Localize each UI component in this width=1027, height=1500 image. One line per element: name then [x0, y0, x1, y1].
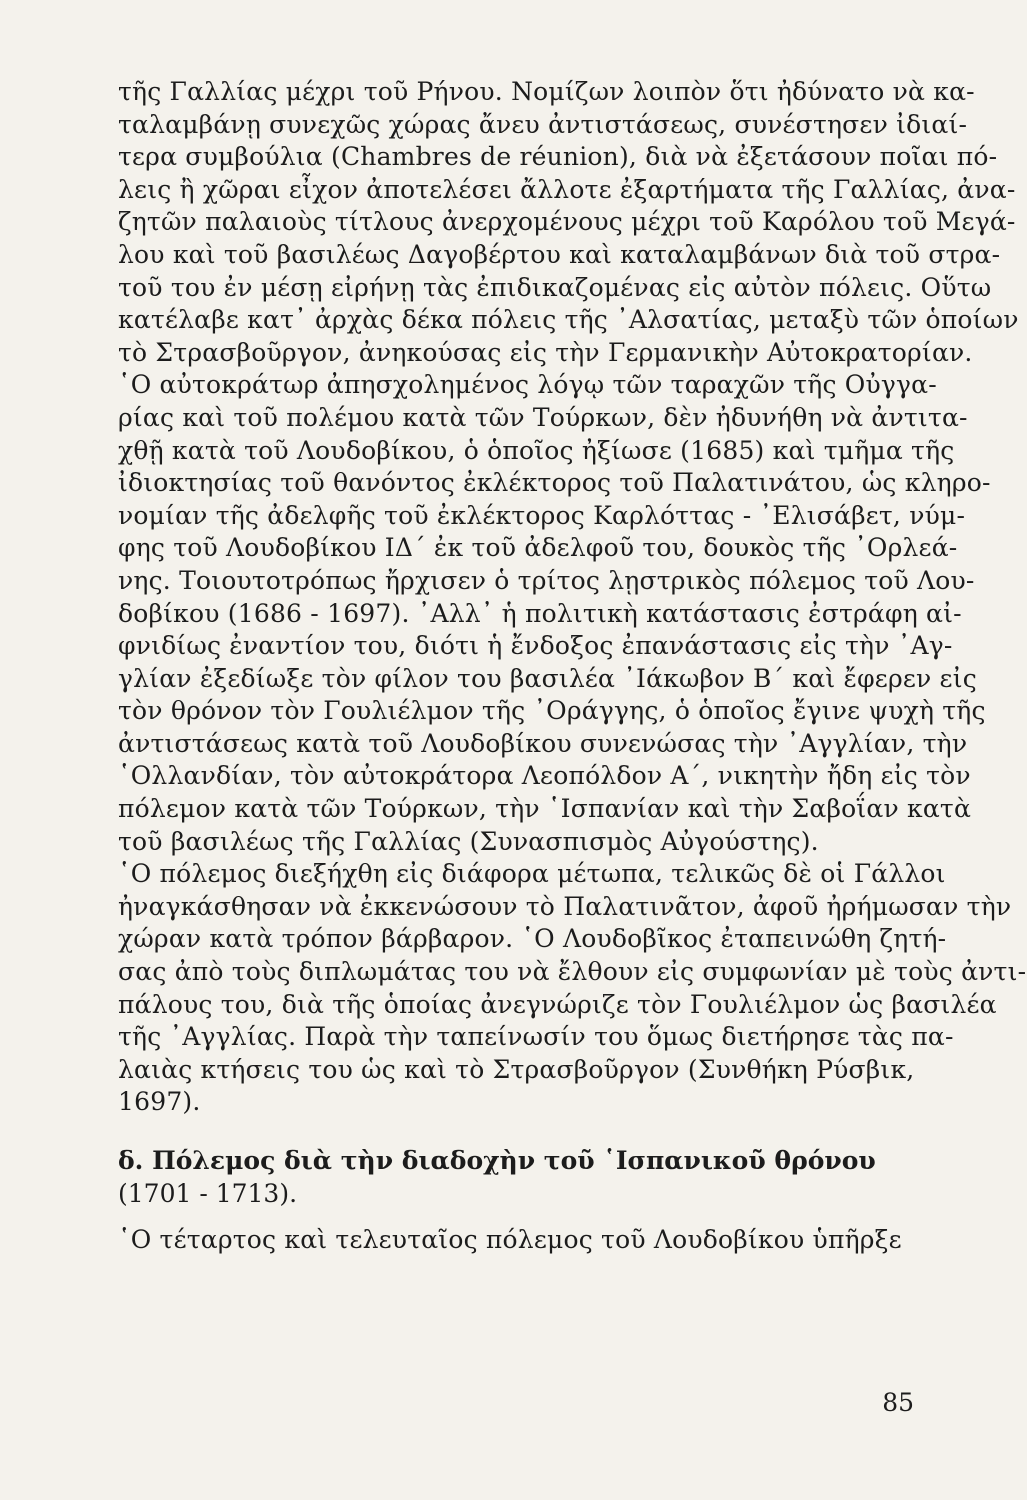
text-line: ῾Ολλανδίαν, τὸν αὐτοκράτορα Λεοπόλδον Α΄, νικητὴν ἤδη εἰς τὸν: [118, 761, 971, 791]
text-line: ἠναγκάσθησαν νὰ ἐκκενώσουν τὸ Παλατινᾶτον, ἀφοῦ ἠρήμωσαν τὴν: [118, 891, 1012, 921]
text-line: 1697).: [118, 1087, 201, 1117]
text-line: ῾Ο αὐτοκράτωρ ἀπησχολημένος λόγῳ τῶν ταραχῶν τῆς Οὐγγα-: [118, 370, 937, 400]
section-years: (1701 - 1713).: [118, 1178, 298, 1208]
text-line: λου καὶ τοῦ βασιλέως Δαγοβέρτου καὶ καταλαμβάνων διὰ τοῦ στρα-: [118, 239, 1001, 269]
text-line: σας ἀπὸ τοὺς διπλωμάτας του νὰ ἔλθουν εἰς συμφωνίαν μὲ τοὺς ἀντι-: [118, 957, 1027, 987]
paragraph-1: [118, 76, 1019, 369]
text-line: δοβίκου (1686 - 1697). ᾽Αλλ᾽ ἡ πολιτικὴ κατάστασις ἐστράφη αἰ-: [118, 598, 962, 628]
page-number: 85: [882, 1388, 914, 1417]
text-line: πάλους του, διὰ τῆς ὁποίας ἀνεγνώριζε τὸν Γουλιέλμον ὡς βασιλέα: [118, 989, 997, 1019]
text-line: γλίαν ἐξεδίωξε τὸν φίλον του βασιλέα ᾽Ιάκωβον Β΄ καὶ ἔφερεν εἰς: [118, 663, 977, 693]
text-line: τὸ Στρασβοῦργον, ἀνηκούσας εἰς τὴν Γερμανικὴν Αὐτοκρατορίαν.: [118, 337, 973, 367]
text-line: λαιὰς κτήσεις του ὡς καὶ τὸ Στρασβοῦργον (Συνθήκη Ρύσβικ,: [118, 1054, 915, 1084]
text-line: νης. Τοιουτοτρόπως ἤρχισεν ὁ τρίτος λῃστρικὸς πόλεμος τοῦ Λου-: [118, 565, 975, 595]
section-heading: δ. Πόλεμος διὰ τὴν διαδοχὴν τοῦ ῾Ισπανικοῦ θρόνου: [118, 1146, 876, 1175]
text-line: κατέλαβε κατ᾽ ἀρχὰς δέκα πόλεις τῆς ᾽Αλσατίας, μεταξὺ τῶν ὁποίων: [118, 305, 1019, 335]
text-line: χώραν κατὰ τρόπον βάρβαρον. ῾Ο Λουδοβῖκος ἐταπεινώθη ζητή-: [118, 924, 947, 954]
text-line: ῾Ο πόλεμος διεξήχθη εἰς διάφορα μέτωπα, τελικῶς δὲ οἱ Γάλλοι: [118, 859, 946, 889]
text-line: τοῦ του ἐν μέσῃ εἰρήνῃ τὰς ἐπιδικαζομένας εἰς αὐτὸν πόλεις. Οὕτω: [118, 272, 992, 302]
final-line: ῾Ο τέταρτος καὶ τελευταῖος πόλεμος τοῦ Λουδοβίκου ὑπῆρξε: [118, 1225, 902, 1255]
text-line: ἰδιοκτησίας τοῦ θανόντος ἐκλέκτορος τοῦ Παλατινάτου, ὡς κληρο-: [118, 468, 991, 498]
paragraph-2: [118, 369, 991, 858]
text-line: ταλαμβάνῃ συνεχῶς χώρας ἄνευ ἀντιστάσεως, συνέστησεν ἰδιαί-: [118, 109, 968, 139]
text-block: [118, 76, 1027, 1257]
text-line: χθῇ κατὰ τοῦ Λουδοβίκου, ὁ ὁποῖος ἠξίωσε (1685) καὶ τμῆμα τῆς: [118, 435, 955, 465]
text-line: τερα συμβούλια (Chambres de réunion), διὰ νὰ ἐξετάσουν ποῖαι πό-: [118, 142, 998, 172]
text-line: ἀντιστάσεως κατὰ τοῦ Λουδοβίκου συνενώσας τὴν ᾽Αγγλίαν, τὴν: [118, 728, 968, 758]
text-line: τῆς Γαλλίας μέχρι τοῦ Ρήνου. Νομίζων λοιπὸν ὅτι ἠδύνατο νὰ κα-: [118, 77, 975, 106]
text-line: νομίαν τῆς ἀδελφῆς τοῦ ἐκλέκτορος Καρλόττας - ᾽Ελισάβετ, νύμ-: [118, 500, 966, 530]
text-line: τῆς ᾽Αγγλίας. Παρὰ τὴν ταπείνωσίν του ὅμως διετήρησε τὰς πα-: [118, 1022, 954, 1052]
text-line: λεις ἢ χῶραι εἶχον ἀποτελέσει ἄλλοτε ἐξαρτήματα τῆς Γαλλίας, ἀνα-: [118, 174, 1016, 204]
paragraph-3: [118, 858, 1027, 1119]
text-line: φης τοῦ Λουδοβίκου ΙΔ΄ ἐκ τοῦ ἀδελφοῦ του, δουκὸς τῆς ᾽Ορλεά-: [118, 533, 958, 563]
text-line: τὸν θρόνον τὸν Γουλιέλμον τῆς ᾽Οράγγης, ὁ ὁποῖος ἔγινε ψυχὴ τῆς: [118, 696, 986, 726]
text-line: τοῦ βασιλέως τῆς Γαλλίας (Συνασπισμὸς Αὐγούστης).: [118, 826, 819, 856]
text-line: ρίας καὶ τοῦ πολέμου κατὰ τῶν Τούρκων, δὲν ἠδυνήθη νὰ ἀντιτα-: [118, 402, 968, 432]
text-line: ζητῶν παλαιοὺς τίτλους ἀνερχομένους μέχρι τοῦ Καρόλου τοῦ Μεγά-: [118, 207, 1016, 237]
text-line: πόλεμον κατὰ τῶν Τούρκων, τὴν ῾Ισπανίαν καὶ τὴν Σαβοΐαν κατὰ: [118, 794, 972, 824]
text-line: φνιδίως ἐναντίον του, διότι ἡ ἔνδοξος ἐπανάστασις εἰς τὴν ᾽Αγ-: [118, 631, 953, 661]
